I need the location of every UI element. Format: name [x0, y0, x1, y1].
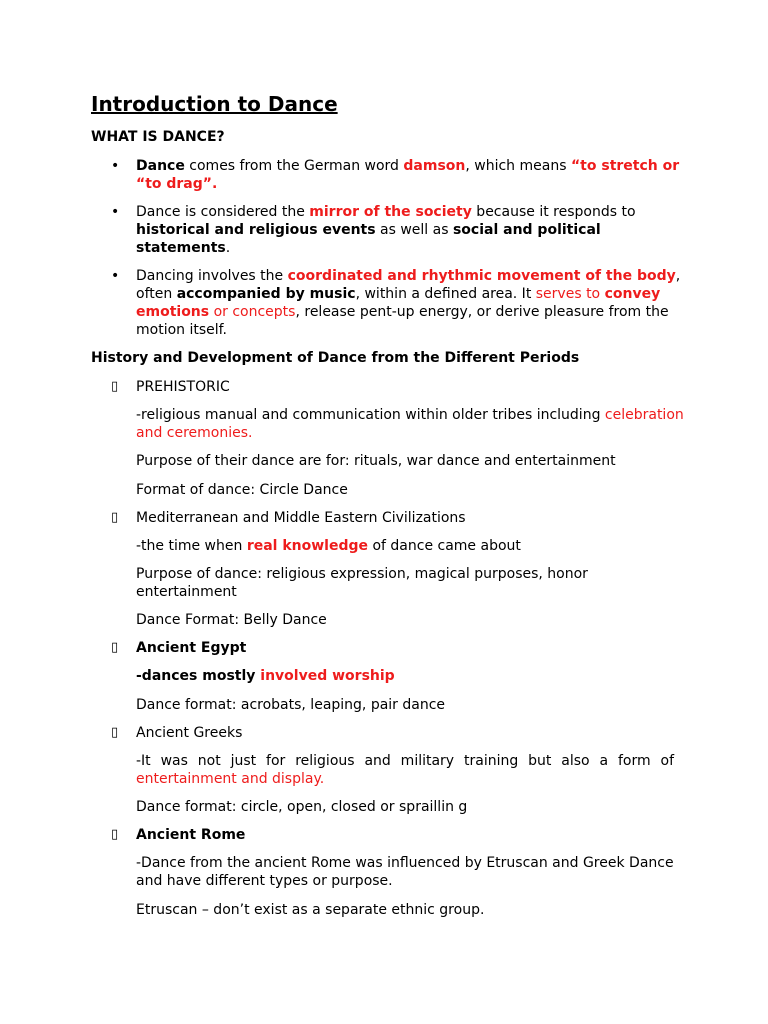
bullet-item-dancing-involves: Dancing involves the coordinated and rhythmic movement of the body, often accompanied by music, within a defined area. It serves to convey emotions or concepts, release pent-up energy, or derive pleasure from the motion itself. — [136, 268, 681, 338]
bullet-dot-icon: • — [111, 268, 120, 284]
period-mediterranean-purpose: Purpose of dance: religious expression, magical purposes, honor entertainment — [136, 566, 588, 600]
period-mediterranean-name: Mediterranean and Middle Eastern Civilizations — [136, 510, 466, 526]
section-heading-history: History and Development of Dance from the Different Periods — [91, 350, 580, 366]
bullet-dot-icon: • — [111, 158, 120, 174]
bullet-item-mirror-of-society: Dance is considered the mirror of the society because it responds to historical and religious events as well as social and political statements. — [136, 204, 636, 256]
bullet-dot-icon: • — [111, 204, 120, 220]
period-greeks-format: Dance format: circle, open, closed or spraillin g — [136, 799, 468, 815]
period-rome-name: Ancient Rome — [136, 827, 246, 843]
period-greeks-name: Ancient Greeks — [136, 725, 243, 741]
list-marker-icon: ▯ — [111, 379, 119, 394]
period-egypt-format: Dance format: acrobats, leaping, pair dance — [136, 697, 446, 713]
period-prehistoric-format: Format of dance: Circle Dance — [136, 482, 348, 498]
bullet-item-dance-origin: Dance comes from the German word damson, which means “to stretch or “to drag”. — [136, 158, 680, 192]
period-greeks-description: -It was not just for religious and military training but also a form of entertainment and display. — [136, 753, 674, 787]
list-marker-icon: ▯ — [111, 725, 119, 740]
period-rome-description: -Dance from the ancient Rome was influenced by Etruscan and Greek Dance and have different types or purpose. — [136, 855, 674, 889]
period-prehistoric-name: PREHISTORIC — [136, 379, 230, 395]
period-rome-etruscan-note: Etruscan – don’t exist as a separate ethnic group. — [136, 902, 485, 918]
list-marker-icon: ▯ — [111, 640, 119, 655]
period-prehistoric-description: -religious manual and communication within older tribes including celebration and ceremonies. — [136, 407, 684, 441]
period-egypt-name: Ancient Egypt — [136, 640, 247, 656]
list-marker-icon: ▯ — [111, 510, 119, 525]
period-mediterranean-description: -the time when real knowledge of dance came about — [136, 538, 521, 554]
section-heading-what-is-dance: WHAT IS DANCE? — [91, 129, 225, 145]
period-mediterranean-format: Dance Format: Belly Dance — [136, 612, 327, 628]
period-prehistoric-purpose: Purpose of their dance are for: rituals, war dance and entertainment — [136, 453, 616, 469]
page-title: Introduction to Dance — [91, 92, 338, 116]
period-egypt-description: -dances mostly involved worship — [136, 668, 395, 684]
list-marker-icon: ▯ — [111, 827, 119, 842]
